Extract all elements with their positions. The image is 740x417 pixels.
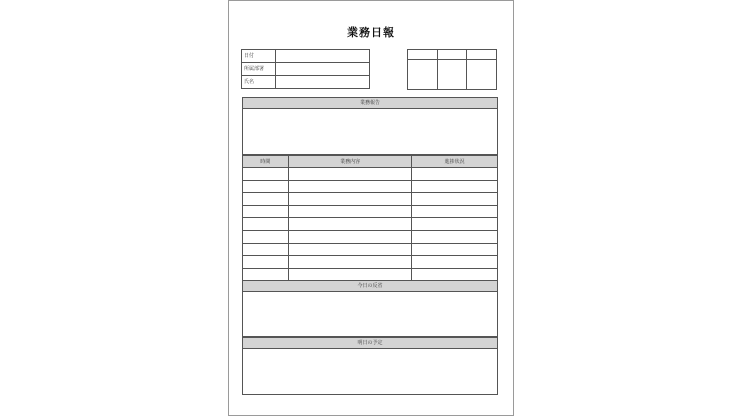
schedule-row bbox=[243, 268, 498, 281]
schedule-row bbox=[243, 256, 498, 269]
time-cell[interactable] bbox=[243, 230, 289, 243]
schedule-row bbox=[243, 205, 498, 218]
name-field[interactable] bbox=[276, 76, 370, 89]
content-cell[interactable] bbox=[288, 268, 412, 281]
reflection-body[interactable] bbox=[243, 292, 497, 336]
department-field[interactable] bbox=[276, 63, 370, 76]
schedule-row bbox=[243, 218, 498, 231]
schedule-row bbox=[243, 193, 498, 206]
content-cell[interactable] bbox=[288, 256, 412, 269]
tomorrow-plan-header: 明日の予定 bbox=[243, 338, 497, 349]
time-cell[interactable] bbox=[243, 218, 289, 231]
report-sheet bbox=[228, 0, 514, 416]
business-report-header: 業務報告 bbox=[243, 98, 497, 109]
content-cell[interactable] bbox=[288, 243, 412, 256]
schedule-row bbox=[243, 243, 498, 256]
content-column-header: 業務内容 bbox=[288, 156, 412, 168]
time-cell[interactable] bbox=[243, 205, 289, 218]
content-cell[interactable] bbox=[288, 193, 412, 206]
date-field[interactable] bbox=[276, 50, 370, 63]
content-cell[interactable] bbox=[288, 230, 412, 243]
progress-cell[interactable] bbox=[412, 230, 498, 243]
reflection-header: 今日の反省 bbox=[243, 281, 497, 292]
content-cell[interactable] bbox=[288, 168, 412, 181]
reflection-section bbox=[242, 280, 498, 337]
schedule-table bbox=[242, 155, 498, 281]
business-report-section bbox=[242, 97, 498, 155]
schedule-row bbox=[243, 230, 498, 243]
progress-cell[interactable] bbox=[412, 180, 498, 193]
tomorrow-plan-section bbox=[242, 337, 498, 395]
progress-cell[interactable] bbox=[412, 218, 498, 231]
progress-cell[interactable] bbox=[412, 205, 498, 218]
stamp-header-cell bbox=[437, 50, 467, 60]
department-label: 所属部署 bbox=[242, 63, 276, 76]
info-table bbox=[241, 49, 370, 89]
schedule-row bbox=[243, 180, 498, 193]
time-cell[interactable] bbox=[243, 256, 289, 269]
progress-cell[interactable] bbox=[412, 243, 498, 256]
schedule-rows bbox=[243, 168, 498, 281]
time-column-header: 時間 bbox=[243, 156, 289, 168]
date-label: 日付 bbox=[242, 50, 276, 63]
approval-stamp-boxes bbox=[407, 49, 497, 90]
business-report-body[interactable] bbox=[243, 109, 497, 154]
progress-cell[interactable] bbox=[412, 268, 498, 281]
stamp-cell[interactable] bbox=[408, 60, 438, 90]
name-label: 氏名 bbox=[242, 76, 276, 89]
content-cell[interactable] bbox=[288, 180, 412, 193]
stamp-header-cell bbox=[467, 50, 497, 60]
progress-cell[interactable] bbox=[412, 193, 498, 206]
tomorrow-plan-body[interactable] bbox=[243, 349, 497, 394]
time-cell[interactable] bbox=[243, 243, 289, 256]
time-cell[interactable] bbox=[243, 180, 289, 193]
stamp-cell[interactable] bbox=[467, 60, 497, 90]
progress-cell[interactable] bbox=[412, 168, 498, 181]
content-cell[interactable] bbox=[288, 218, 412, 231]
progress-cell[interactable] bbox=[412, 256, 498, 269]
progress-column-header: 進捗状況 bbox=[412, 156, 498, 168]
stamp-cell[interactable] bbox=[437, 60, 467, 90]
content-cell[interactable] bbox=[288, 205, 412, 218]
report-title: 業務日報 bbox=[347, 26, 395, 39]
time-cell[interactable] bbox=[243, 168, 289, 181]
time-cell[interactable] bbox=[243, 268, 289, 281]
stamp-header-cell bbox=[408, 50, 438, 60]
schedule-row bbox=[243, 168, 498, 181]
time-cell[interactable] bbox=[243, 193, 289, 206]
